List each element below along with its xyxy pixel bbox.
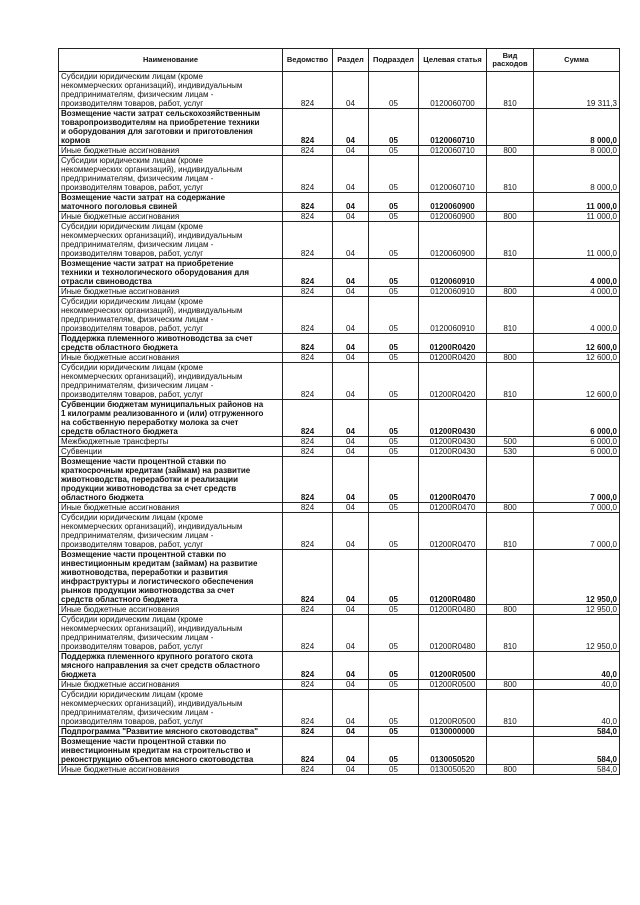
cell-sum: 6 000,0 — [534, 400, 620, 437]
header-razdel: Раздел — [333, 49, 369, 72]
cell-sum: 12 600,0 — [534, 334, 620, 353]
cell-name: Возмещение части процентной ставки по инвестиционным кредитам (займам) на развитие животноводства, переработки и развития инфраструктуры и логистического обеспечения рынков продукции животноводства за счет средств областного бюджета — [59, 550, 283, 605]
cell-target-article: 0120060710 — [419, 156, 487, 193]
cell-podrazdel: 05 — [369, 363, 419, 400]
cell-podrazdel: 05 — [369, 156, 419, 193]
cell-razdel: 04 — [333, 334, 369, 353]
table-row — [59, 652, 620, 680]
cell-razdel: 04 — [333, 222, 369, 259]
cell-sum: 12 950,0 — [534, 605, 620, 615]
cell-ved: 824 — [283, 72, 333, 109]
cell-sum: 7 000,0 — [534, 513, 620, 550]
cell-podrazdel: 05 — [369, 690, 419, 727]
cell-expense-type: 810 — [487, 156, 534, 193]
cell-sum: 12 950,0 — [534, 550, 620, 605]
cell-ved: 824 — [283, 287, 333, 297]
cell-name: Субсидии юридическим лицам (кроме некоммерческих организаций), индивидуальным предпринимателям, физическим лицам - производителям товаров, работ, услуг — [59, 615, 283, 652]
cell-razdel: 04 — [333, 72, 369, 109]
cell-razdel: 04 — [333, 727, 369, 737]
cell-podrazdel: 05 — [369, 605, 419, 615]
cell-ved: 824 — [283, 109, 333, 146]
cell-name: Иные бюджетные ассигнования — [59, 680, 283, 690]
cell-podrazdel: 05 — [369, 287, 419, 297]
cell-podrazdel: 05 — [369, 400, 419, 437]
cell-target-article: 01200R0500 — [419, 680, 487, 690]
table-row — [59, 334, 620, 353]
cell-expense-type — [487, 550, 534, 605]
cell-podrazdel: 05 — [369, 212, 419, 222]
table-row — [59, 765, 620, 775]
cell-podrazdel: 05 — [369, 193, 419, 212]
cell-expense-type: 530 — [487, 447, 534, 457]
cell-sum: 7 000,0 — [534, 503, 620, 513]
cell-target-article: 01200R0480 — [419, 615, 487, 652]
cell-name: Иные бюджетные ассигнования — [59, 212, 283, 222]
cell-ved: 824 — [283, 615, 333, 652]
cell-target-article: 01200R0470 — [419, 503, 487, 513]
cell-ved: 824 — [283, 457, 333, 503]
cell-podrazdel: 05 — [369, 447, 419, 457]
cell-sum: 12 600,0 — [534, 353, 620, 363]
cell-expense-type: 810 — [487, 222, 534, 259]
table-row — [59, 156, 620, 193]
cell-sum: 19 311,3 — [534, 72, 620, 109]
cell-name: Иные бюджетные ассигнования — [59, 353, 283, 363]
cell-target-article: 0120060910 — [419, 297, 487, 334]
cell-ved: 824 — [283, 680, 333, 690]
table-row — [59, 400, 620, 437]
cell-expense-type: 800 — [487, 680, 534, 690]
cell-podrazdel: 05 — [369, 503, 419, 513]
cell-sum: 11 000,0 — [534, 222, 620, 259]
cell-ved: 824 — [283, 193, 333, 212]
table-row — [59, 680, 620, 690]
cell-sum: 584,0 — [534, 727, 620, 737]
cell-razdel: 04 — [333, 109, 369, 146]
cell-name: Возмещение части затрат на содержание маточного поголовья свиней — [59, 193, 283, 212]
cell-target-article: 01200R0420 — [419, 334, 487, 353]
table-row — [59, 727, 620, 737]
cell-sum: 40,0 — [534, 652, 620, 680]
cell-sum: 40,0 — [534, 690, 620, 727]
cell-razdel: 04 — [333, 156, 369, 193]
cell-expense-type — [487, 259, 534, 287]
cell-name: Поддержка племенного животноводства за счет средств областного бюджета — [59, 334, 283, 353]
cell-razdel: 04 — [333, 550, 369, 605]
cell-ved: 824 — [283, 737, 333, 765]
cell-expense-type — [487, 457, 534, 503]
cell-ved: 824 — [283, 652, 333, 680]
cell-ved: 824 — [283, 503, 333, 513]
cell-razdel: 04 — [333, 212, 369, 222]
cell-ved: 824 — [283, 297, 333, 334]
cell-expense-type: 810 — [487, 513, 534, 550]
cell-podrazdel: 05 — [369, 550, 419, 605]
cell-ved: 824 — [283, 690, 333, 727]
cell-target-article: 01200R0500 — [419, 690, 487, 727]
cell-expense-type: 800 — [487, 212, 534, 222]
cell-name: Субсидии юридическим лицам (кроме некоммерческих организаций), индивидуальным предпринимателям, физическим лицам - производителям товаров, работ, услуг — [59, 156, 283, 193]
cell-target-article: 01200R0480 — [419, 605, 487, 615]
cell-ved: 824 — [283, 259, 333, 287]
header-ved: Ведомство — [283, 49, 333, 72]
cell-name: Субсидии юридическим лицам (кроме некоммерческих организаций), индивидуальным предпринимателям, физическим лицам - производителям товаров, работ, услуг — [59, 513, 283, 550]
cell-sum: 584,0 — [534, 765, 620, 775]
cell-target-article: 0120060910 — [419, 259, 487, 287]
table-header-row — [59, 49, 620, 72]
table-row — [59, 259, 620, 287]
cell-ved: 824 — [283, 437, 333, 447]
cell-razdel: 04 — [333, 437, 369, 447]
cell-sum: 8 000,0 — [534, 156, 620, 193]
cell-expense-type — [487, 193, 534, 212]
cell-target-article: 01200R0430 — [419, 400, 487, 437]
cell-sum: 40,0 — [534, 680, 620, 690]
cell-name: Субвенции бюджетам муниципальных районов на 1 килограмм реализованного и (или) отгруженного на собственную переработку молока за счет средств областного бюджета — [59, 400, 283, 437]
cell-name: Субсидии юридическим лицам (кроме некоммерческих организаций), индивидуальным предпринимателям, физическим лицам - производителям товаров, работ, услуг — [59, 72, 283, 109]
cell-podrazdel: 05 — [369, 765, 419, 775]
cell-expense-type — [487, 737, 534, 765]
cell-target-article: 0130000000 — [419, 727, 487, 737]
cell-podrazdel: 05 — [369, 457, 419, 503]
cell-razdel: 04 — [333, 513, 369, 550]
cell-sum: 4 000,0 — [534, 297, 620, 334]
cell-podrazdel: 05 — [369, 513, 419, 550]
cell-target-article: 01200R0420 — [419, 353, 487, 363]
cell-razdel: 04 — [333, 503, 369, 513]
cell-razdel: 04 — [333, 652, 369, 680]
cell-podrazdel: 05 — [369, 353, 419, 363]
table-row — [59, 437, 620, 447]
header-expense-type: Вид расходов — [487, 49, 534, 72]
cell-target-article: 0120060900 — [419, 222, 487, 259]
cell-name: Иные бюджетные ассигнования — [59, 287, 283, 297]
cell-target-article: 0120060710 — [419, 146, 487, 156]
cell-razdel: 04 — [333, 287, 369, 297]
cell-target-article: 01200R0420 — [419, 363, 487, 400]
cell-ved: 824 — [283, 605, 333, 615]
cell-podrazdel: 05 — [369, 334, 419, 353]
cell-podrazdel: 05 — [369, 727, 419, 737]
cell-name: Иные бюджетные ассигнования — [59, 146, 283, 156]
cell-podrazdel: 05 — [369, 297, 419, 334]
cell-expense-type: 810 — [487, 615, 534, 652]
table-row — [59, 287, 620, 297]
cell-name: Субвенции — [59, 447, 283, 457]
cell-podrazdel: 05 — [369, 259, 419, 287]
table-row — [59, 222, 620, 259]
cell-name: Субсидии юридическим лицам (кроме некоммерческих организаций), индивидуальным предпринимателям, физическим лицам - производителям товаров, работ, услуг — [59, 222, 283, 259]
cell-target-article: 0130050520 — [419, 765, 487, 775]
cell-target-article: 0120060910 — [419, 287, 487, 297]
cell-ved: 824 — [283, 727, 333, 737]
cell-razdel: 04 — [333, 605, 369, 615]
cell-sum: 12 950,0 — [534, 615, 620, 652]
cell-razdel: 04 — [333, 737, 369, 765]
cell-ved: 824 — [283, 400, 333, 437]
cell-ved: 824 — [283, 765, 333, 775]
cell-expense-type: 800 — [487, 353, 534, 363]
cell-sum: 4 000,0 — [534, 259, 620, 287]
table-row — [59, 457, 620, 503]
table-row — [59, 550, 620, 605]
cell-razdel: 04 — [333, 447, 369, 457]
table-row — [59, 363, 620, 400]
header-sum: Сумма — [534, 49, 620, 72]
cell-target-article: 01200R0430 — [419, 437, 487, 447]
cell-ved: 824 — [283, 212, 333, 222]
cell-sum: 11 000,0 — [534, 212, 620, 222]
cell-name: Субсидии юридическим лицам (кроме некоммерческих организаций), индивидуальным предпринимателям, физическим лицам - производителям товаров, работ, услуг — [59, 297, 283, 334]
cell-razdel: 04 — [333, 146, 369, 156]
cell-name: Возмещение части процентной ставки по инвестиционным кредитам на строительство и реконструкцию объектов мясного скотоводства — [59, 737, 283, 765]
cell-expense-type: 800 — [487, 765, 534, 775]
table-row — [59, 503, 620, 513]
cell-podrazdel: 05 — [369, 72, 419, 109]
cell-expense-type — [487, 334, 534, 353]
cell-name: Иные бюджетные ассигнования — [59, 765, 283, 775]
cell-ved: 824 — [283, 353, 333, 363]
cell-razdel: 04 — [333, 259, 369, 287]
cell-expense-type — [487, 109, 534, 146]
cell-podrazdel: 05 — [369, 737, 419, 765]
cell-ved: 824 — [283, 550, 333, 605]
cell-razdel: 04 — [333, 765, 369, 775]
cell-ved: 824 — [283, 222, 333, 259]
cell-podrazdel: 05 — [369, 437, 419, 447]
cell-podrazdel: 05 — [369, 109, 419, 146]
header-name: Наименование — [59, 49, 283, 72]
cell-sum: 584,0 — [534, 737, 620, 765]
cell-target-article: 01200R0480 — [419, 550, 487, 605]
cell-ved: 824 — [283, 156, 333, 193]
table-row — [59, 605, 620, 615]
cell-sum: 4 000,0 — [534, 287, 620, 297]
cell-target-article: 01200R0500 — [419, 652, 487, 680]
cell-expense-type: 500 — [487, 437, 534, 447]
cell-sum: 6 000,0 — [534, 447, 620, 457]
cell-ved: 824 — [283, 513, 333, 550]
cell-expense-type: 810 — [487, 690, 534, 727]
cell-expense-type: 810 — [487, 297, 534, 334]
cell-razdel: 04 — [333, 400, 369, 437]
cell-target-article: 0120060900 — [419, 193, 487, 212]
cell-name: Межбюджетные трансферты — [59, 437, 283, 447]
cell-target-article: 0130050520 — [419, 737, 487, 765]
table-row — [59, 447, 620, 457]
table-row — [59, 353, 620, 363]
table-row — [59, 615, 620, 652]
budget-table — [58, 48, 620, 775]
cell-name: Субсидии юридическим лицам (кроме некоммерческих организаций), индивидуальным предпринимателям, физическим лицам - производителям товаров, работ, услуг — [59, 690, 283, 727]
cell-sum: 7 000,0 — [534, 457, 620, 503]
cell-ved: 824 — [283, 447, 333, 457]
cell-expense-type: 800 — [487, 287, 534, 297]
cell-expense-type — [487, 727, 534, 737]
cell-expense-type: 810 — [487, 363, 534, 400]
cell-podrazdel: 05 — [369, 652, 419, 680]
cell-target-article: 0120060700 — [419, 72, 487, 109]
table-row — [59, 72, 620, 109]
cell-razdel: 04 — [333, 193, 369, 212]
cell-expense-type — [487, 652, 534, 680]
cell-sum: 11 000,0 — [534, 193, 620, 212]
table-row — [59, 212, 620, 222]
cell-podrazdel: 05 — [369, 615, 419, 652]
cell-name: Иные бюджетные ассигнования — [59, 605, 283, 615]
cell-sum: 12 600,0 — [534, 363, 620, 400]
cell-razdel: 04 — [333, 353, 369, 363]
cell-razdel: 04 — [333, 615, 369, 652]
cell-sum: 8 000,0 — [534, 146, 620, 156]
cell-sum: 6 000,0 — [534, 437, 620, 447]
cell-ved: 824 — [283, 334, 333, 353]
cell-name: Субсидии юридическим лицам (кроме некоммерческих организаций), индивидуальным предпринимателям, физическим лицам - производителям товаров, работ, услуг — [59, 363, 283, 400]
cell-razdel: 04 — [333, 363, 369, 400]
table-row — [59, 193, 620, 212]
table-row — [59, 513, 620, 550]
cell-name: Возмещение части затрат на приобретение техники и технологического оборудования для отрасли свиноводства — [59, 259, 283, 287]
cell-target-article: 0120060710 — [419, 109, 487, 146]
cell-razdel: 04 — [333, 457, 369, 503]
cell-razdel: 04 — [333, 680, 369, 690]
cell-name: Иные бюджетные ассигнования — [59, 503, 283, 513]
header-podrazdel: Подраздел — [369, 49, 419, 72]
cell-podrazdel: 05 — [369, 146, 419, 156]
cell-target-article: 01200R0430 — [419, 447, 487, 457]
table-row — [59, 297, 620, 334]
cell-expense-type: 800 — [487, 605, 534, 615]
cell-ved: 824 — [283, 363, 333, 400]
table-row — [59, 690, 620, 727]
cell-name: Возмещение части процентной ставки по краткосрочным кредитам (займам) на развитие животноводства, переработки и реализации продукции животноводства за счет средств областного бюджета — [59, 457, 283, 503]
cell-expense-type: 800 — [487, 146, 534, 156]
cell-razdel: 04 — [333, 690, 369, 727]
cell-name: Поддержка племенного крупного рогатого скота мясного направления за счет средств областного бюджета — [59, 652, 283, 680]
cell-expense-type — [487, 400, 534, 437]
table-row — [59, 109, 620, 146]
header-target-article: Целевая статья — [419, 49, 487, 72]
cell-target-article: 01200R0470 — [419, 513, 487, 550]
table-row — [59, 146, 620, 156]
cell-target-article: 01200R0470 — [419, 457, 487, 503]
cell-podrazdel: 05 — [369, 680, 419, 690]
cell-razdel: 04 — [333, 297, 369, 334]
cell-name: Возмещение части затрат сельскохозяйственным товаропроизводителям на приобретение техники и оборудования для заготовки и приготовления кормов — [59, 109, 283, 146]
cell-expense-type: 810 — [487, 72, 534, 109]
cell-target-article: 0120060900 — [419, 212, 487, 222]
cell-ved: 824 — [283, 146, 333, 156]
cell-sum: 8 000,0 — [534, 109, 620, 146]
cell-name: Подпрограмма "Развитие мясного скотоводства" — [59, 727, 283, 737]
budget-table-page — [58, 48, 619, 775]
cell-expense-type: 800 — [487, 503, 534, 513]
cell-podrazdel: 05 — [369, 222, 419, 259]
table-body — [59, 72, 620, 775]
table-row — [59, 737, 620, 765]
